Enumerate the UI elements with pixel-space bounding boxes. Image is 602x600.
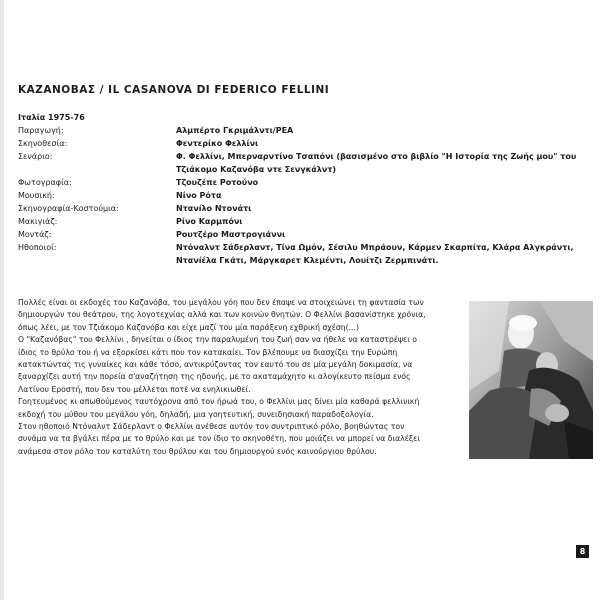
credit-label: Μακιγιάζ: <box>18 217 58 226</box>
credit-value-line: Φεντερίκο Φελλίνι <box>176 139 259 148</box>
credit-label: Φωτογραφία: <box>18 178 72 187</box>
credit-value <box>176 137 588 150</box>
credits-list <box>18 124 588 267</box>
body-line: συνάμα να τα βγάλει πέρα με το θρύλο και με τον ίδιο το σκηνοθέτη, που μοιάζει να μπορεί να διαλέξει <box>18 434 420 444</box>
credit-row <box>18 150 588 176</box>
credit-value <box>176 215 588 228</box>
credits-block <box>18 111 588 267</box>
film-still-photo <box>469 301 593 459</box>
credit-value-line: Τζιάκομο Καζανόβα ντε Σενγκάλντ) <box>176 165 337 174</box>
body-line: κατακτώντας τις γυναίκες και κάθε τόσο, αντικρύζοντας τον εαυτό του σε μία μεγάλη δοκιμασία, να <box>18 360 413 370</box>
credit-label: Μουσική: <box>18 191 55 200</box>
credit-row <box>18 202 588 215</box>
credit-label: Σκηνοθεσία: <box>18 139 68 148</box>
credit-row <box>18 176 588 189</box>
body-line: Στον ηθοποιό Ντόναλντ Σάδερλαντ ο Φελλίνι ανέθεσε αυτόν τον συντριπτικό ρόλο, βοηθώντας τον <box>18 422 405 432</box>
credit-value-line: Νίνο Ρότα <box>176 191 222 200</box>
credit-row <box>18 189 588 202</box>
credit-value <box>176 202 588 215</box>
credit-row <box>18 228 588 241</box>
credit-value-line: Ντανíλο Ντονάτι <box>176 204 252 213</box>
body-line: εκδοχή του μύθου του μεγάλου γόη, δηλαδή, μια γοητευτική, συνειδησιακή παραδοξολογία. <box>18 409 374 419</box>
page-title: ΚΑΖΑΝΟΒΑΣ / IL CASANOVA DI FEDERICO FELLINI <box>18 84 330 96</box>
credit-row <box>18 124 588 137</box>
body-line: όπως λέει, με τον Τζιάκομο Καζανόβα και είχε μαζί του μία παράξενη εχθρική σχέση(...) <box>18 322 359 332</box>
credit-value <box>176 189 588 202</box>
credit-value-line: Ρουτζέρο Μαστρογιάννι <box>176 230 286 239</box>
body-line: δημιουργών του θεάτρου, της λογοτεχνίας αλλά και των κοινών θνητών. Ο Φελλίνι βασανίστηκε χρόνια, <box>18 310 426 320</box>
body-line: Γοητευμένος κι απωθούμενος ταυτόχρονα από τον ήρωά του, ο Φελλίνι μας δίνει μία καθαρά φελλινική <box>18 397 420 407</box>
body-text <box>18 297 458 458</box>
credit-label: Μοντάζ: <box>18 230 52 239</box>
credit-value <box>176 150 588 176</box>
credit-label: Σενάριο: <box>18 152 53 161</box>
credit-label: Παραγωγή: <box>18 126 64 135</box>
page-number: 8 <box>576 545 589 558</box>
credit-value-line: Ντανíέλα Γκάτι, Μάργκαρετ Κλεμέντι, Λουίτζι Ζερμπινάτι. <box>176 256 439 265</box>
film-still-image <box>469 301 593 459</box>
credits-header: Ιταλία 1975-76 <box>18 113 85 122</box>
body-line: ίδιος το θρύλο του ή να εξορκίσει κάτι που τον κατακαίει. Τον βλέπουμε να διασχίζει την Ευρώπη <box>18 347 398 357</box>
credit-value-line: Ρίνο Καρμπόνι <box>176 217 243 226</box>
credit-value <box>176 228 588 241</box>
credit-value <box>176 124 588 137</box>
credit-value-line: Ντόναλντ Σάδερλαντ, Τίνα Ωμόν, Σέσιλυ Μπράουν, Κάρμεν Σκαρπίτα, Κλάρα Αλγκράντι, <box>176 243 574 252</box>
body-line: Πολλές είναι οι εκδοχές του Καζανόβα, του μεγάλου γόη που δεν έπαψε να στοιχειώνει τη φαντασία των <box>18 298 424 307</box>
body-line: ξαναρχίζει αυτή την πορεία σ'αναζήτηση της ηδονής, με το ακαταμάχητο κι αλογίκευτο πείσμα ενός <box>18 372 411 382</box>
credit-value <box>176 241 588 267</box>
credit-value-line: Αλμπέρτο Γκριμάλντι/PEA <box>176 126 294 135</box>
credit-row <box>18 241 588 267</box>
body-line: Λατίνου Εροστή, που δεν του μέλλεται ποτέ να ενηλικιωθεί. <box>18 384 251 394</box>
page-edge <box>0 0 4 600</box>
credit-row <box>18 215 588 228</box>
credit-value-line: Τζουζέπε Ροτούνο <box>176 178 259 187</box>
body-line: ανάμεσα στον ρόλο του καταλύτη του θρύλου και του δημιουργού ενός καινούργιου θρύλου. <box>18 446 377 456</box>
credit-label: Σκηνογραφία-Κοστούμια: <box>18 204 119 213</box>
credit-value-line: Φ. Φελλίνι, Μπερναρντίνο Τσαπόνι (βασισμένο στο βιβλίο "Η Ιστορία της Ζωής μου" του <box>176 152 577 161</box>
credit-label: Ηθοποιοί: <box>18 243 57 252</box>
credit-row <box>18 137 588 150</box>
body-line: Ο "Καζανόβας" του Φελλίνι , δηνείται ο ίδιος την παραλυμένη του ζωή σαν να ήθελε να καταστρέψει ο <box>18 335 417 345</box>
credit-value <box>176 176 588 189</box>
